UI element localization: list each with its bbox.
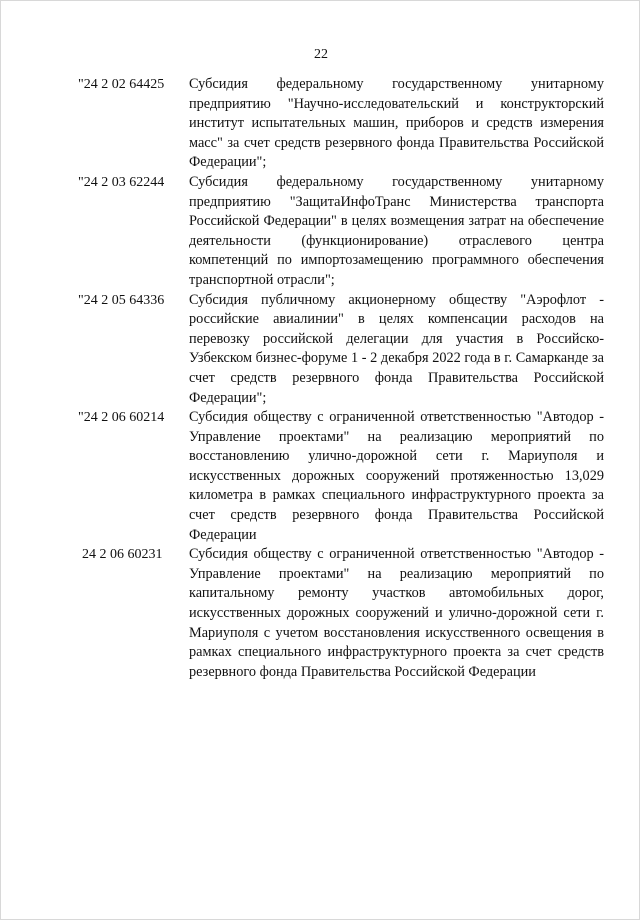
entry-description: Субсидия обществу с ограниченной ответственностью "Автодор - Управление проектами" на реализацию мероприятий по восстановлению улично-дорожной сети г. Мариуполя и искусственных дорожных сооружений протяженностью 13,029 километра в рамках специального инфраструктурного проекта за счет средств резервного фонда Правительства Российской Федерации — [189, 409, 604, 543]
entry-description: Субсидия обществу с ограниченной ответственностью "Автодор - Управление проектами" на реализацию мероприятий по капитальному ремонту участков автомобильных дорог, искусственных дорожных сооружений и улично-дорожной сети г. Мариуполя с учетом восстановления искусственного освещения в рамках специального инфраструктурного проекта за счет средств резервного фонда Правительства Российской Федерации — [189, 546, 604, 680]
budget-code-entry — [1, 173, 640, 291]
budget-code-entry — [1, 408, 640, 545]
budget-code-entry — [1, 291, 640, 409]
entry-code: 24 2 06 60231 — [82, 547, 163, 563]
entry-code: "24 2 05 64336 — [78, 292, 165, 308]
budget-code-list — [1, 75, 640, 682]
page-number: 22 — [314, 47, 328, 62]
entry-code: "24 2 06 60214 — [78, 410, 165, 426]
entry-description: Субсидия публичному акционерному обществу "Аэрофлот - российские авиалинии" в целях компенсации расходов на перевозку российской делегации для участия в Российско-Узбекском бизнес-форуме 1 - 2 декабря 2022 года в г. Самарканде за счет средств резервного фонда Правительства Российской Федерации"; — [189, 291, 604, 406]
entry-code: "24 2 02 64425 — [78, 77, 165, 92]
entry-code: "24 2 03 62244 — [78, 174, 165, 190]
entry-description: Субсидия федеральному государственному унитарному предприятию "ЗащитаИнфоТранс Министерства транспорта Российской Федерации" в целях возмещения затрат на обеспечение деятельности (функционирование) отраслевого центра компетенций по импортозамещению программного обеспечения транспортной отрасли"; — [189, 173, 604, 288]
budget-code-entry — [1, 545, 640, 682]
entry-description: Субсидия федеральному государственному унитарному предприятию "Научно-исследовательский и конструкторский институт испытательных машин, приборов и средств измерения масс" за счет средств резервного фонда Правительства Российской Федерации"; — [189, 76, 604, 171]
budget-code-entry — [1, 75, 640, 173]
